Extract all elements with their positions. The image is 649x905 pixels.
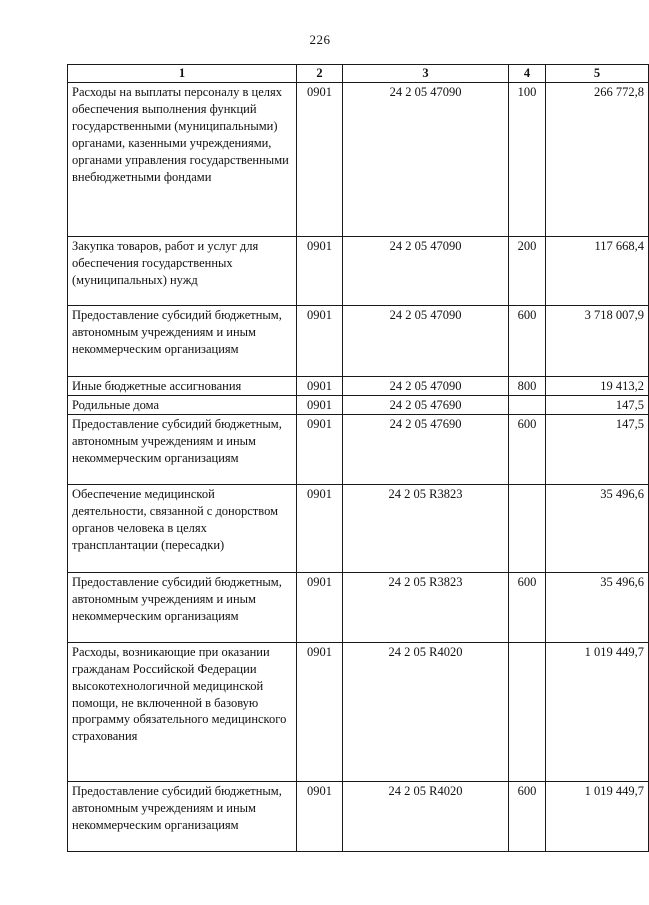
header-col-2: 2 bbox=[297, 65, 343, 83]
table-row bbox=[68, 414, 649, 484]
row-type bbox=[509, 642, 546, 781]
header-col-5: 5 bbox=[546, 65, 649, 83]
row-type: 600 bbox=[509, 572, 546, 642]
row-code: 24 2 05 47690 bbox=[343, 395, 509, 414]
row-code: 24 2 05 47090 bbox=[343, 237, 509, 306]
row-amount: 1 019 449,7 bbox=[546, 781, 649, 851]
row-section: 0901 bbox=[297, 395, 343, 414]
row-section: 0901 bbox=[297, 414, 343, 484]
row-section: 0901 bbox=[297, 237, 343, 306]
row-section: 0901 bbox=[297, 306, 343, 377]
row-name: Предоставление субсидий бюджетным, автономным учреждениям и иным некоммерческим организациям bbox=[68, 572, 297, 642]
row-type: 600 bbox=[509, 306, 546, 377]
row-amount: 117 668,4 bbox=[546, 237, 649, 306]
row-name: Обеспечение медицинской деятельности, связанной с донорством органов человека в целях трансплантации (пересадки) bbox=[68, 484, 297, 572]
row-code: 24 2 05 R3823 bbox=[343, 572, 509, 642]
row-section: 0901 bbox=[297, 642, 343, 781]
row-name: Закупка товаров, работ и услуг для обеспечения государственных (муниципальных) нужд bbox=[68, 237, 297, 306]
row-name: Расходы на выплаты персоналу в целях обеспечения выполнения функций государственными (муниципальными) органами, казенными учреждениями, органами управления государственными внебюджетными фондами bbox=[68, 83, 297, 237]
row-amount: 3 718 007,9 bbox=[546, 306, 649, 377]
row-name: Родильные дома bbox=[68, 395, 297, 414]
row-section: 0901 bbox=[297, 781, 343, 851]
row-type: 600 bbox=[509, 414, 546, 484]
header-col-4: 4 bbox=[509, 65, 546, 83]
row-name: Расходы, возникающие при оказании гражданам Российской Федерации высокотехнологичной медицинской помощи, не включенной в базовую программу обязательного медицинского страхования bbox=[68, 642, 297, 781]
row-code: 24 2 05 R3823 bbox=[343, 484, 509, 572]
row-code: 24 2 05 47090 bbox=[343, 306, 509, 377]
row-amount: 35 496,6 bbox=[546, 484, 649, 572]
row-amount: 147,5 bbox=[546, 395, 649, 414]
row-name: Предоставление субсидий бюджетным, автономным учреждениям и иным некоммерческим организациям bbox=[68, 414, 297, 484]
row-type: 200 bbox=[509, 237, 546, 306]
table-row bbox=[68, 395, 649, 414]
row-code: 24 2 05 R4020 bbox=[343, 781, 509, 851]
row-code: 24 2 05 47690 bbox=[343, 414, 509, 484]
header-col-1: 1 bbox=[68, 65, 297, 83]
table-row bbox=[68, 237, 649, 306]
table-row bbox=[68, 572, 649, 642]
row-type: 100 bbox=[509, 83, 546, 237]
table-row bbox=[68, 484, 649, 572]
table-row bbox=[68, 83, 649, 237]
page-number: 226 bbox=[309, 32, 331, 47]
row-section: 0901 bbox=[297, 83, 343, 237]
row-name: Иные бюджетные ассигнования bbox=[68, 377, 297, 396]
row-code: 24 2 05 47090 bbox=[343, 377, 509, 396]
row-section: 0901 bbox=[297, 572, 343, 642]
table-row bbox=[68, 377, 649, 396]
table-row bbox=[68, 306, 649, 377]
row-amount: 266 772,8 bbox=[546, 83, 649, 237]
table-row bbox=[68, 642, 649, 781]
row-name: Предоставление субсидий бюджетным, автономным учреждениям и иным некоммерческим организациям bbox=[68, 306, 297, 377]
row-type bbox=[509, 484, 546, 572]
row-amount: 35 496,6 bbox=[546, 572, 649, 642]
row-type: 800 bbox=[509, 377, 546, 396]
row-amount: 1 019 449,7 bbox=[546, 642, 649, 781]
table-row bbox=[68, 781, 649, 851]
row-code: 24 2 05 47090 bbox=[343, 83, 509, 237]
header-row bbox=[68, 65, 649, 83]
row-name: Предоставление субсидий бюджетным, автономным учреждениям и иным некоммерческим организациям bbox=[68, 781, 297, 851]
row-amount: 147,5 bbox=[546, 414, 649, 484]
row-code: 24 2 05 R4020 bbox=[343, 642, 509, 781]
row-type bbox=[509, 395, 546, 414]
row-amount: 19 413,2 bbox=[546, 377, 649, 396]
header-col-3: 3 bbox=[343, 65, 509, 83]
row-section: 0901 bbox=[297, 484, 343, 572]
row-type: 600 bbox=[509, 781, 546, 851]
budget-table bbox=[67, 64, 649, 852]
row-section: 0901 bbox=[297, 377, 343, 396]
